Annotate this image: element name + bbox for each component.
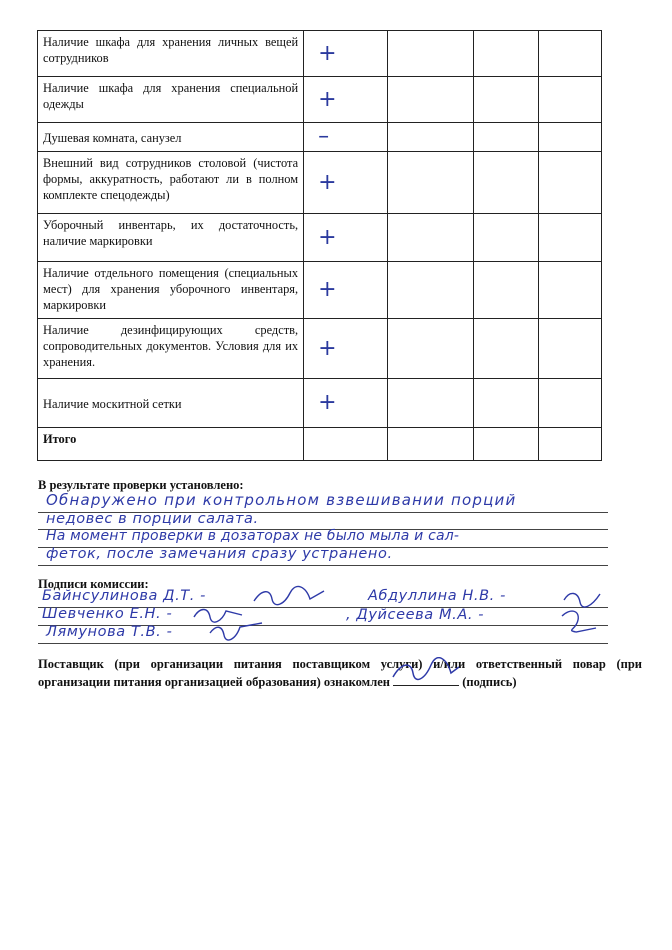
plus-mark: + <box>318 40 337 66</box>
table-row <box>38 152 602 214</box>
signature-scribble <box>556 606 606 636</box>
row-label: Наличие дезинфицирующих средств, сопроводительных документов. Условия для их хранения. <box>38 319 304 379</box>
commission-member: Абдуллина Н.В. - <box>368 588 506 604</box>
signature-scribble <box>250 585 330 609</box>
commission-member: , Дуйсеева М.А. - <box>346 607 485 623</box>
commission-member: Шевченко Е.Н. - <box>42 606 173 622</box>
commission-member: Лямунова Т.В. - <box>46 624 173 640</box>
table-row <box>38 31 602 77</box>
row-label: Уборочный инвентарь, их достаточность, наличие маркировки <box>38 214 304 262</box>
table-row <box>38 379 602 428</box>
table-row <box>38 77 602 123</box>
plus-mark: + <box>318 335 337 361</box>
signature-caption: (подпись) <box>462 675 517 689</box>
commission-title: Подписи комиссии: <box>38 577 149 591</box>
row-label: Душевая комната, санузел <box>38 123 304 152</box>
table-row <box>38 319 602 379</box>
findings-line: Обнаружено при контрольном взвешивании порций <box>46 491 517 509</box>
dash-mark: – <box>318 124 330 149</box>
plus-mark: + <box>318 169 337 195</box>
checklist-table <box>37 30 602 461</box>
row-label: Наличие отдельного помещения (специальных мест) для хранения уборочного инвентаря, маркировки <box>38 262 304 319</box>
row-label: Внешний вид сотрудников столовой (чистота формы, аккуратность, работают ли в полном комплекте спецодежды) <box>38 152 304 214</box>
findings-title: В результате проверки установлено: <box>38 478 244 492</box>
table-row <box>38 123 602 152</box>
table-row <box>38 214 602 262</box>
supplier-acknowledgement <box>38 656 642 691</box>
plus-mark: + <box>318 86 337 112</box>
signature-line <box>393 673 459 686</box>
ruled-line <box>38 565 608 566</box>
findings-line: недовес в порции салата. <box>46 511 259 527</box>
findings-line: На момент проверки в дозаторах не было мыла и сал- <box>46 528 460 544</box>
findings-line: феток, после замечания сразу устранено. <box>46 546 393 562</box>
plus-mark: + <box>318 390 337 415</box>
signature-scribble <box>206 619 266 643</box>
commission-member: Байнсулинова Д.Т. - <box>42 588 207 604</box>
total-label: Итого <box>38 428 304 461</box>
row-label: Наличие москитной сетки <box>38 379 304 428</box>
supplier-text: Поставщик (при организации питания поставщиком услуги) и/или ответственный повар (при организации питания организацией образования) ознакомлен <box>38 657 642 689</box>
ruled-line <box>38 643 608 644</box>
table-row <box>38 262 602 319</box>
table-row-total <box>38 428 602 461</box>
plus-mark: + <box>318 224 337 250</box>
plus-mark: + <box>318 277 337 302</box>
signature-scribble <box>387 657 461 685</box>
row-label: Наличие шкафа для хранения личных вещей сотрудников <box>38 31 304 77</box>
row-label: Наличие шкафа для хранения специальной одежды <box>38 77 304 123</box>
